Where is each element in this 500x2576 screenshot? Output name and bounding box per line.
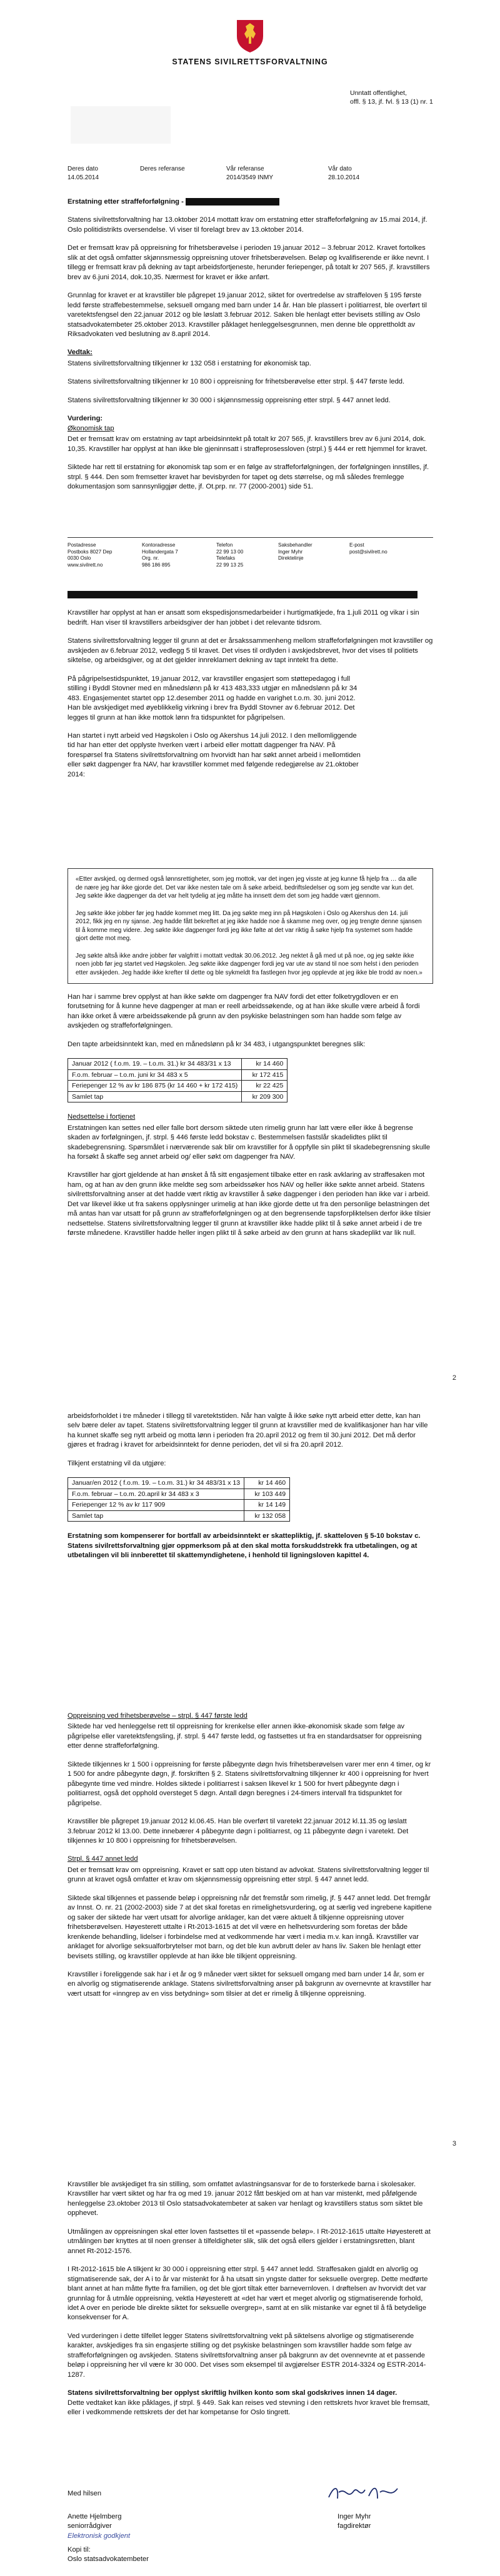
signer-right (338, 2512, 431, 2532)
footer-email: E-post post@sivilrett.no (349, 542, 388, 555)
copy-recipients (68, 2545, 433, 2565)
paragraph (68, 590, 433, 600)
page1-body (68, 197, 433, 500)
paragraph: Erstatningen kan settes ned eller falle bort dersom siktede uten rimelig grunn har latt være eller ikke å begrense skaden av forfølgningen, jf. strpl. § 446 første ledd bokstav c. Bestemmelsen fastslår skadelidtes plikt til skadebegrensning. Spørsmålet i nærværende sak blir om kravstiller for å oppfylle sin plikt til skadebegrensning skulle ha forsøkt å skaffe seg annet arbeid og/ eller søkt om dagpenger fra NAV. (68, 1124, 431, 1161)
paragraph: Statens sivilrettsforvaltning har 13.oktober 2014 mottatt krav om erstatning etter straffeforfølgning av 15.mai 2014, jf. Oslo politidistrikts oversendelse. Vi viser til forelagt brev av 13.oktober 2014. (68, 216, 428, 234)
page2-body (68, 868, 433, 1247)
footer-office-address: Kontoradresse Hollandergata 7 Org. nr. 986 186 895 (142, 542, 178, 568)
quote-paragraph: «Etter avskjed, og dermed også lønnsrettigheter, som jeg mottok, var det ingen jeg visste at jeg kunne få hjelp fra … da alle de nære jeg har ikke gjorde det. Det var ikke nesten tale om å søke arbeid, bedriftsledelser og som jeg sendte var kun det. Jeg søkte ikke dagpenger da det var helt tydelig at jeg måtte ha innsett dem det som jeg hadde vært gjennom. (76, 876, 417, 899)
subheading-nedsettelse: Nedsettelse i fortjenet (68, 1113, 136, 1121)
page-number: 3 (452, 2140, 456, 2147)
paragraph: Kravstiller ble pågrepet 19.januar 2012 kl.06.45. Han ble overført til varetekt 22.januar 2012 kl.11.35 og løslatt 3.februar 2012 kl 13.00. Dette innebærer 4 påbegynte døgn i politiarrest, og 11 påbegynte døgn i varetekt. Det tilkjennes kr 10 800 i oppreisning for frihetsberøvelsen. (68, 1818, 409, 1845)
signer-left (68, 2512, 192, 2541)
greeting: Med hilsen (68, 2490, 102, 2497)
loss-calculation-table (68, 1058, 288, 1102)
paragraph: Dette vedtaket kan ikke påklages, jf strpl. § 449. Sak kan reises ved stevning i den rettskrets hvor kravet ble fremsatt, eller i vedkommende rettskrets der det har kompetanse for Oslo tingrett. (68, 2399, 430, 2417)
signer-title: fagdirektør (338, 2522, 371, 2530)
footer-postal-address: Postadresse Postboks 8027 Dep 0030 Oslo www.sivilrett.no (68, 542, 112, 568)
paragraph: I Rt-2012-1615 ble A tilkjent kr 30 000 i oppreisning etter strpl. § 447 annet ledd. Straffesaken gjaldt en alvorlig og stigmatiserende sak, der A i to år var mistenkt for å ha utsatt sin yngste datter for seksuelle overgrep. Dette medførte blant annet at han måtte flytte fra familien, og det ble gjort tiltak etter barnevernloven. I drøftelsen av hvorvidt det var grunnlag for å utmåle oppreisning, vektla Høyesterett at «det har vært et meget alvorlig og stigmatiserende forhold, idet A over en periode ble direkte siktet for seksuelle overgrep», samt at en slik mistanke var egnet til å få betydelige konsekvenser for A. (68, 2266, 428, 2322)
letter-reference-header (68, 165, 433, 182)
awarded-compensation-table (68, 1477, 290, 1522)
letter-page-3 (0, 1712, 500, 2576)
signer-title: seniorrådgiver (68, 2522, 112, 2530)
table-row: Samlet tap kr 132 058 (68, 1510, 290, 1521)
electronic-approval-note: Elektronisk godkjent (68, 2532, 131, 2540)
letter-page-2 (0, 862, 500, 1724)
redaction-bar (68, 591, 418, 598)
quote-paragraph: Jeg søkte altså ikke andre jobber før valgfritt i mottatt vedtak 30.06.2012. Jeg nektet å gå med ut på noe, og jeg søkte ikke noen jobb før jeg startet ved Høgskolen. Jeg søkte ikke dagpenger fordi jeg var ute av stand til noe som helst i den perioden etter avskjeden. Jeg hadde ikke krefter til dette og ble sykmeldt fra fastlegen hvor jeg opplevde at jeg ikke ble trodd av noen.» (76, 952, 422, 976)
paragraph: Kravstiller har gjort gjeldende at han ønsket å få sitt engasjement tilbake etter en rask avklaring av straffesaken mot ham, og at han av den grunn ikke meldte seg som arbeidssøker hos NAV og heller ikke søkte annet arbeid. Statens sivilrettsforvaltning anser at det hadde vært riktig av kravstiller å søke dagpenger i den perioden han ikke var i arbeid. Det var likevel ikke ut fra sakens opplysninger urimelig at han ikke gjorde dette ut fra den personlige belastningen det må antas han var utsatt for på grunn av straffeforfølgningen og at den begrensende tapsforpliktelsen derfor ikke tilsier nedsettelse. Statens sivilrettsforvaltning legger til grunn at kravstiller ikke hadde plikt til å søke annet arbeid i de tre første månedene. Kravstiller hadde heller ingen plikt til å søke arbeid av den grunn at hans skadeplikt var lik null. (68, 1171, 431, 1237)
paragraph: Kravstiller ble avskjediget fra sin stilling, som omfattet avlastningsansvar for de to forsterkede barna i skolesaker. Kravstiller har vært siktet og har fra og med 19. januar 2012 fått beskjed om at han var mistenkt, med påfølgende henleggelse 23.oktober 2013 til Oslo statsadvokatembeter at saken var henlagt og kravstillers status som siktet ble opphevet. (68, 2181, 423, 2217)
paragraph: Det er fremsatt krav om oppreisning. Kravet er satt opp uten bistand av advokat. Statens sivilrettsforvaltning legger til grunn at kravet også omfatter et krav om skjønnsmessig oppreisning etter strpl. § 447 annet ledd. (68, 1866, 429, 1884)
paragraph: Grunnlag for kravet er at kravstiller ble pågrepet 19.januar 2012, siktet for overtredelse av straffeloven § 195 første ledd første straffebestemmelse, seksuell omgang med barn under 14 år. Han ble plassert i politiarrest, ble overført til varetektsfengsel den 22.januar 2012 og ble løslatt 3.februar 2012. Saken ble henlagt etter bevisets stilling av Oslo statsadvokatembeter 25.oktober 2013. Kravstiller påklaget henleggelsesgrunnen, men denne ble opprettholdt av Riksadvokaten ved beslutning av 8.april 2014. (68, 292, 427, 338)
section-heading-vedtak: Vedtak: (68, 349, 92, 357)
paragraph: Siktede tilkjennes kr 1 500 i oppreisning for første påbegynte døgn hvis frihetsberøvelsen varer mer enn 4 timer, og kr 1 500 for andre påbegynte døgn, jf. forskriften § 2. Statens sivilrettsforvaltning tilkjenner kr 400 i oppreisning for hvert påbegynte time ved mindre. Holdes siktede i politiarrest i saksen likevel kr 1 500 for hvert påbegynte døgn i politiarrest, også det opphold oversteget 5 døgn. Antall døgn beregnes i 24-timers intervall fra tidspunktet for pågripelse. (68, 1760, 431, 1807)
our-date: Vår dato 28.10.2014 (328, 166, 360, 181)
table-row: Feriepenger 12 % av kr 186 875 (kr 14 460 + kr 172 415) kr 22 425 (68, 1081, 288, 1091)
paragraph: På pågripelsestidspunktet, 19.januar 2012, var kravstiller engasjert som støttepedagog i full stilling i Byddl Stovner med en månedslønn på kr 413 483,333 utgjør en månedslønn på kr 34 483. Engasjementet startet opp 12.desember 2011 og hadde en varighet t.o.m. 30. juni 2012. Han ble avskjediget med øyeblikkelig virkning i brev fra Byddl Stovner av 6.februar 2012. Det legges til grunn at han ikke mottok lønn fra tidspunktet for pågripelsen. (68, 675, 358, 721)
quote-paragraph: Jeg søkte ikke jobber før jeg hadde kommet meg litt. Da jeg søkte meg inn på Høgskolen i Oslo og Akershus den 14. juli 2012, fikk jeg en ny sjanse. Jeg hadde fått bekreftet at jeg ikke hadde noe å skamme meg over, og jeg trengte denne sjansen til å komme meg videre. Jeg søkte ikke dagpenger fordi jeg ikke følte at det var riktig å søke hjelp fra systemet som hadde gjort dette mot meg. (76, 909, 422, 942)
paragraph: Han har i samme brev opplyst at han ikke søkte om dagpenger fra NAV fordi det etter folketrygdloven er en forutsetning for å kunne heve dagpenger at man er reell arbeidssøkende, og at han ikke skulle være arbeid å fordi han ikke orket å være arbeidssøkende på grunn av den psykiske belastningen som han hadde som følge av avskjeden og straffeforfølgningen. (68, 993, 420, 1030)
section-heading-vurdering: Vurdering: (68, 415, 103, 423)
page1-continued-body (68, 590, 433, 788)
paragraph: Statens sivilrettsforvaltning tilkjenner kr 30 000 i skjønnsmessig oppreisning etter strpl. § 447 annet ledd. (68, 396, 391, 404)
paragraph: Utmålingen av oppreisningen skal etter loven fastsettes til et «passende beløp». I Rt-2012-1615 uttalte Høyesterett at utmålingen bør knyttes at til noen grenser à tilfeldigheter slik, slik det også ellers gjelder i erstatningsretten, blant annet Rt-2012-1576. (68, 2227, 431, 2255)
footer-phone: Telefon 22 99 13 00 Telefaks 22 99 13 25 (216, 542, 244, 568)
table-row: F.o.m. februar – t.o.m. juni kr 34 483 x 5 kr 172 415 (68, 1069, 288, 1080)
paragraph: Ved vurderingen i dette tilfellet legger Statens sivilrettsforvaltning vekt på siktelsens alvorlige og stigmatiserende karakter, avskjediges fra sin engasjerte stilling og det psykiske belastningen som kravstiller hadde som følge av straffeforfølgningen og avskjeden. Statens sivilrettsforvaltning anser på bakgrunn av det ovennevnte at et passende beløp i oppreisning her vil være kr 30 000. Det vises som eksempel til avgjørelser ESTR 2014-3324 og ESTR-2014-1287. (68, 2332, 426, 2379)
paragraph: Det er fremsatt krav om erstatning av tapt arbeidsinntekt på totalt kr 207 565, jf. kravstillers brev av 6.juni 2014, dok. 10,35. Kravstiller har opplyst at han ikke ble gjeninnsatt i straffeprosessloven (strpl.) § 444 er rett hjemmel for kravet. (68, 435, 428, 453)
letter-page-1 (0, 0, 500, 862)
paragraph: arbeidsforholdet i tre måneder i tillegg til varetektstiden. Når han valgte å ikke søke nytt arbeid etter dette, kan han selv bære deler av tapet. Statens sivilrettsforvaltning legger til grunn at kravstiller med de kvalifikasjoner han har ville ha kunnet skaffe seg nytt arbeid og motta lønn i perioden fra 20.april 2012 og frem til 30.juni 2012. Det må derfor gjøres et fradrag i kravet for arbeidsinntekt for denne perioden, det vil si fra 20.april 2012. (68, 1412, 428, 1449)
paragraph: Siktede har ved henleggelse rett til oppreisning for krenkelse eller annen ikke-økonomisk skade som følge av pågripelse eller varetektsfengsling, jf. strpl. § 447 første ledd, og fastsettes ut fra en standardsatser for oppreisning etter denne straffeforfølgning. (68, 1723, 422, 1750)
page4-body (68, 2180, 433, 2427)
account-request: Statens sivilrettsforvaltning ber opplyst skriftlig hvilken konto som skal godskrives innen 14 dager. (68, 2389, 398, 2397)
footer-case-officer: Saksbehandler Inger Myhr Direktelinje (278, 542, 312, 562)
handwritten-signature (325, 2480, 406, 2505)
letter-footer (68, 542, 433, 569)
table-row: Feriepenger 12 % av kr 117 909 kr 14 149 (68, 1500, 290, 1510)
recipient-address-blank (71, 106, 171, 144)
paragraph: Det er fremsatt krav på oppreisning for frihetsberøvelse i perioden 19.januar 2012 – 3.februar 2012. Kravet fortolkes slik at det også omfatter skjønnsmessig oppreisning utover frihetsberøvelsen. Beløp og kvalifiserende er ikke nevnt. I tillegg er fremsatt krav på dekning av tapt arbeidsfortjeneste, herunder feriepenger, på totalt kr 207 565, jf. kravstillers brev av 6.juni 2014, dok.10,35. Nærmest for kravet er ikke anført. (68, 244, 430, 281)
quoted-statement-box (68, 868, 433, 984)
letter-subject: Erstatning etter straffeforfølgning - (68, 198, 184, 206)
paragraph: Kravstiller har opplyst at han er ansatt som ekspedisjonsmedarbeider i hurtigmatkjede, fra 1.juli 2011 og vikar i sin bedrift. Han viser til kravstillers arbeidsgiver der han jobbet i det relevante tidsrom. (68, 609, 419, 627)
paragraph: Han startet i nytt arbeid ved Høgskolen i Oslo og Akershus 14.juli 2012. I den mellomliggende tid har han etter det opplyste hverken vært i arbeid eller mottatt dagpenger fra NAV. På forespørsel fra Statens sivilrettsforvaltning om hvorvidt han har søkt annet arbeid i mellomtiden eller søkt dagpenger fra NAV, har kravstiller kommet med følgende redegjørelse av 21.oktober 2014: (68, 731, 361, 778)
paragraph: Statens sivilrettsforvaltning tilkjenner kr 10 800 i oppreisning for frihetsberøvelse etter strpl. § 447 første ledd. (68, 378, 405, 386)
copy-recipient: Oslo statsadvokatembeter (68, 2555, 149, 2564)
paragraph: Siktede har rett til erstatning for økonomisk tap som er en følge av straffeforfølgningen, der forfølgningen innstilles, jf. strpl. § 444. Den som fremsetter kravet har bevisbyrden for tapet og dets størrelse, og må således fremlegge dokumentasjon som sannsynliggjør dette, jf. Ot.prp. nr. 77 (2000-2001) side 51. (68, 463, 429, 490)
page3-continued-body (68, 1712, 433, 2008)
page-number: 2 (452, 1374, 456, 1382)
coat-of-arms-logo (234, 17, 266, 54)
signer-name: Inger Myhr (338, 2513, 371, 2520)
subheading-annet-ledd: Strpl. § 447 annet ledd (68, 1855, 138, 1863)
paragraph: Kravstiller i foreliggende sak har i et år og 9 måneder vært siktet for seksuell omgang med barn under 14 år, som er en alvorlig og stigmatiserende anklage. Statens sivilrettsforvaltning anser på bakgrunn av overnevnte at kravstiller har vært utsatt for «inngrep av en viss betydning» som tilsier at det er rimelig å tilkjenne oppreisning. (68, 1970, 432, 1998)
table-row: F.o.m. februar – t.o.m. 20.april kr 34 483 x 3 kr 103 449 (68, 1489, 290, 1499)
table-row: Samlet tap kr 209 300 (68, 1091, 288, 1102)
paragraph: Den tapte arbeidsinntekt kan, med en månedslønn på kr 34 483, i utgangspunktet beregnes slik: (68, 1040, 366, 1048)
their-date: Deres dato 14.05.2014 (68, 166, 99, 181)
copy-label: Kopi til: (68, 2546, 91, 2554)
our-reference: Vår referanse 2014/3549 INMY (226, 166, 274, 181)
paragraph: Tilkjent erstatning vil da utgjøre: (68, 1459, 166, 1467)
narrow-column (68, 675, 361, 780)
their-reference: Deres referanse (140, 166, 185, 172)
paragraph: Statens sivilrettsforvaltning tilkjenner kr 132 058 i erstatning for økonomisk tap. (68, 359, 311, 367)
table-row: Januar 2012 ( f.o.m. 19. – t.o.m. 31.) kr 34 483/31 x 13 kr 14 460 (68, 1059, 288, 1069)
organization-name: STATENS SIVILRETTSFORVALTNING (172, 57, 328, 66)
subheading-okonomisk-tap: Økonomisk tap (68, 424, 114, 432)
subheading-oppreisning: Oppreisning ved frihetsberøvelse – strpl. § 447 første ledd (68, 1712, 248, 1720)
tax-notice: Erstatning som kompenserer for bortfall av arbeidsinntekt er skattepliktig, jf. skatteloven § 5-10 bokstav c. Statens sivilrettsforvaltning gjør oppmerksom på at den skal motta forskuddstrekk fra utbetalingen, og at utbetalingen vil bli innberettet til skattemyndighetene, i henhold til ligningsloven kapittel 4. (68, 1532, 421, 1560)
table-row: Januar/en 2012 ( f.o.m. 19. – t.o.m. 31.) kr 34 483/31 x 13 kr 14 460 (68, 1478, 290, 1489)
footer-divider (68, 537, 433, 538)
paragraph: Statens sivilrettsforvaltning legger til grunn at det er årsakssammenheng mellom straffeforfølgningen mot kravstiller og avskjeden av 6.februar 2012, vedlegg 5 til kravet. Det vises til ordlyden i avskjedsbrevet, hvor det vises til politiets siktelse, og arbeidsgiver, og at det gjelder innreklamert dekning av tapt inntekt fra dette. (68, 637, 433, 665)
signer-name: Anette Hjelmberg (68, 2513, 122, 2520)
classification-note: Unntatt offentlighet, offl. § 13, jf. fvl. § 13 (1) nr. 1 (350, 89, 433, 106)
paragraph: Siktede skal tilkjennes et passende beløp i oppreisning når det fremstår som rimelig, jf. § 447 annet ledd. Det fremgår av Innst. O. nr. 21 (2002-2003) side 7 at det skal foretas en rimelighetsvurdering, og at særlig ved ingrebene kapitlene og saker der siktede har vært utsatt for alvorlige anklager, kan det være aktuelt å tilkjenne oppreisning utover frihetsberøvelsen. Høyesterett uttalte i Rt-2013-1615 at det vil være en helhetsvurdering som foretas der både krenkende behandling, lidelser i forbindelse med at vedkommende har vært i media m.v. kan inngå. Kravstiller var anklaget for alvorlige seksualforbrytelser mot barn, og det ble kun avbrutt deler av hans liv. Saken ble henlagt etter bevisets stilling, og kravstiller opplevde at han ikke ble tilkjent oppreisning. (68, 1894, 432, 1960)
page3-body (68, 1412, 433, 1561)
redaction-bar (186, 198, 279, 206)
